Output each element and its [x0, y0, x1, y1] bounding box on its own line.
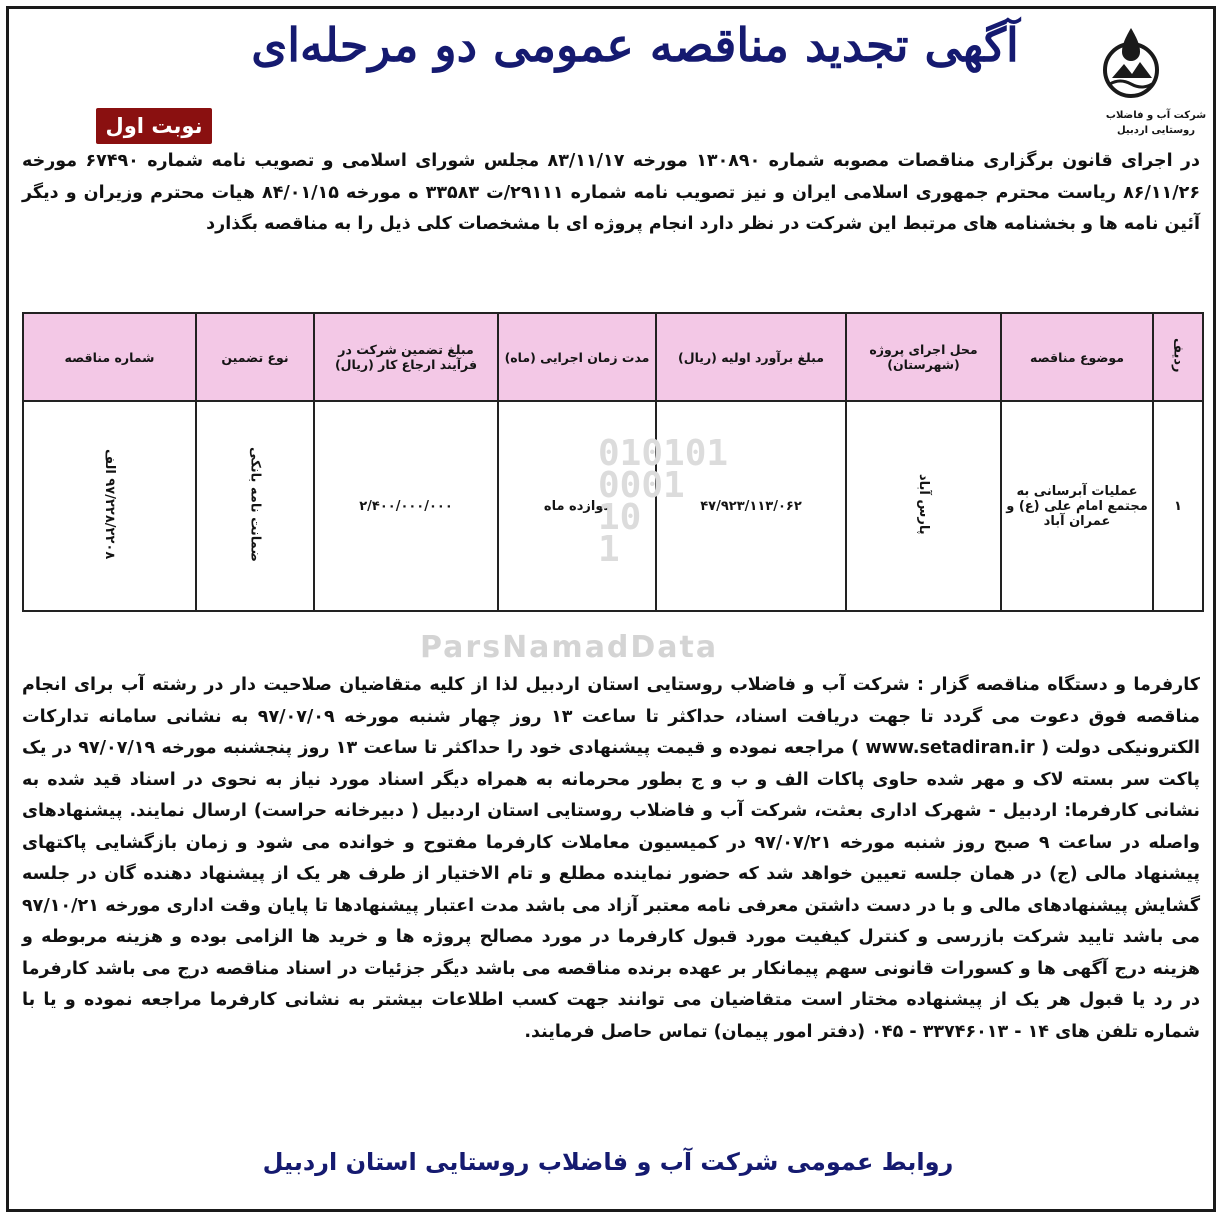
intro-paragraph: در اجرای قانون برگزاری مناقصات مصوبه شماره ۱۳۰۸۹۰ مورخه ۸۳/۱۱/۱۷ مجلس شورای اسلامی و تصویب نامه شماره ۶۷۴۹۰ مورخه ۸۶/۱۱/۲۶ ریاست محترم جمهوری اسلامی ایران و نیز تصویب نامه شماره ۲۹۱۱۱/ت ۳۳۵۸۳ ه مورخه ۸۴/۰۱/۱۵ هیات محترم وزیران و دیگر آئین نامه ها و بخشنامه های مرتبط این شرکت در نظر دارد انجام پروژه ای با مشخصات کلی ذیل را به مناقصه بگذارد — [22, 151, 1200, 234]
col-header-duration: مدت زمان اجرایی (ماه) — [498, 313, 656, 401]
table-header-row — [23, 313, 1203, 401]
col-header-tender-number: شماره مناقصه — [23, 313, 196, 401]
cell-row-number: ۱ — [1153, 401, 1203, 611]
cell-guarantee-amount: ۲/۴۰۰/۰۰۰/۰۰۰ — [314, 401, 498, 611]
org-name: شرکت آب و فاضلاب روستایی اردبیل — [1105, 110, 1207, 136]
col-header-estimate: مبلغ برآورد اولیه (ریال) — [656, 313, 846, 401]
cell-estimate: ۴۷/۹۲۳/۱۱۳/۰۶۲ — [656, 401, 846, 611]
cell-subject: عملیات آبرسانی به مجتمع امام علی (ع) و عمران آباد — [1001, 401, 1153, 611]
page-title: آگهی تجدید مناقصه عمومی دو مرحله‌ای — [251, 18, 1019, 72]
company-logo-icon — [1102, 24, 1160, 100]
footer-contact: روابط عمومی شرکت آب و فاضلاب روستایی استان اردبیل — [262, 1148, 954, 1176]
cell-guarantee-type: ضمانت نامه بانکی — [196, 401, 314, 611]
cell-duration: دوازده ماه — [498, 401, 656, 611]
body-paragraph: کارفرما و دستگاه مناقصه گزار : شرکت آب و فاضلاب روستایی استان اردبیل لذا از کلیه متقاضیان صلاحیت دار در رشته آب برای انجام مناقصه فوق دعوت می گردد تا جهت دریافت اسناد، حداکثر تا ساعت ۱۳ روز چهار شنبه مورخه ۹۷/۰۷/۰۹ به نشانی سامانه تدارکات الکترونیکی دولت ( www.setadiran.ir ) مراجعه نموده و قیمت پیشنهادی خود را حداکثر تا ساعت ۱۳ روز پنجشنبه مورخه ۹۷/۰۷/۱۹ در یک پاکت سر بسته لاک و مهر شده حاوی پاکات الف و ب و ج بطور محرمانه به همراه دیگر اسناد مورد نیاز به نحوی در اسناد قید شده به نشانی کارفرما: اردبیل - شهرک اداری بعثت، شرکت آب و فاضلاب روستایی استان اردبیل ( دبیرخانه حراست) ارسال نمایند. پیشنهادهای واصله در ساعت ۹ صبح روز شنبه مورخه ۹۷/۰۷/۲۱ در کمیسیون معاملات کارفرما مفتوح و خوانده می شود و زمان بازگشایی پاکتهای پیشنهاد مالی (ج) در همان جلسه تعیین خواهد شد که حضور نماینده مطلع و تام الاختیار از طرف هر یک از پیشنهاد دهنده گان در جلسه گشایش پیشنهادهای مالی و با در دست داشتن معرفی نامه معتبر آزاد می باشد مدت اعتبار پیشنهادها تا پایان وقت اداری مورخه ۹۷/۱۰/۲۱ می باشد تایید شرکت بازرسی و کنترل کیفیت مورد قبول کارفرما در مورد مصالح پروژه ها و خرید ها الزامی بوده و هزینه مربوطه و هزینه درج آگهی ها و کسورات قانونی سهم پیمانکار بر عهده برنده مناقصه می باشد دیگر جزئیات در اسناد مناقصه درج می باشد کارفرما در رد یا قبول هر یک از پیشنهاده مختار است متقاضیان می توانند جهت کسب اطلاعات بیشتر به نشانی کارفرما مراجعه نموده و یا با شماره تلفن های ۱۴ - ۳۳۷۴۶۰۱۳ - ۰۴۵ (دفتر امور پیمان) تماس حاصل فرمایند. — [22, 675, 1201, 1042]
col-header-subject: موضوع مناقصه — [1001, 313, 1153, 401]
col-header-row-number: ردیف — [1153, 313, 1203, 401]
col-header-guarantee-amount: مبلغ تضمین شرکت در فرآیند ارجاع کار (ریال) — [314, 313, 498, 401]
turn-badge: نوبت اول — [96, 108, 212, 144]
cell-tender-number: ۹۷/۲۲۸/۲۲۰۸ الف — [23, 401, 196, 611]
col-header-guarantee-type: نوع تضمین — [196, 313, 314, 401]
watermark-text: ParsNamadData — [420, 630, 719, 665]
binary-watermark: 010101 0001 10 1 — [598, 433, 729, 570]
col-header-location: محل اجرای پروژه (شهرستان) — [846, 313, 1001, 401]
cell-location: پارس آباد — [846, 401, 1001, 611]
